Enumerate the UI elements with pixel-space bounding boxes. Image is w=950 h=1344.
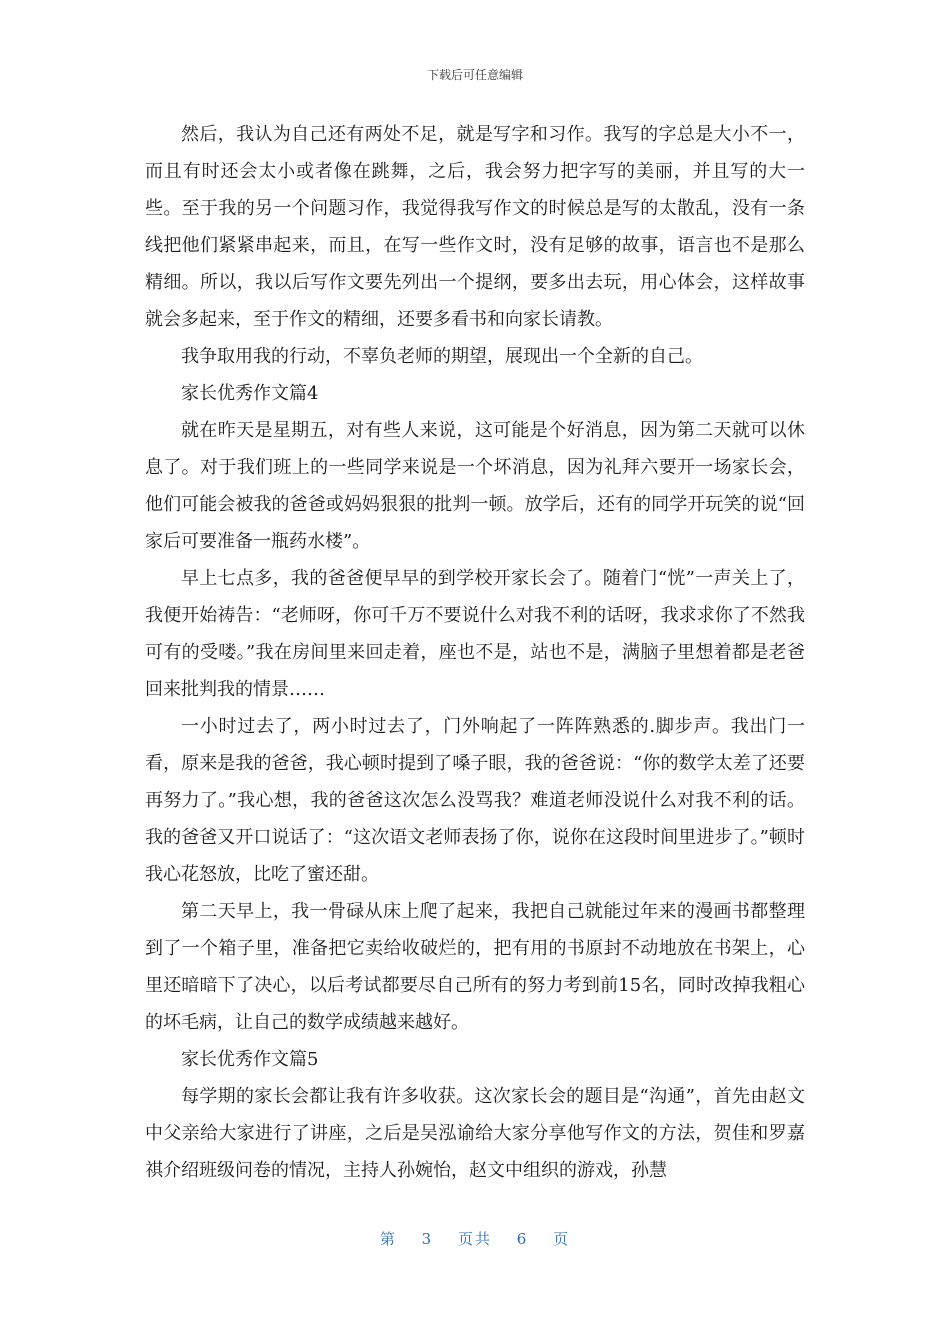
paragraph: 一小时过去了，两小时过去了，门外响起了一阵阵熟悉的.脚步声。我出门一看，原来是我的爸爸，我心顿时提到了嗓子眼，我的爸爸说：“你的数学太差了还要再努力了。”我心想，我的爸爸这次怎么没骂我？难道老师没说什么对我不利的话。我的爸爸又开口说话了：“这次语文老师表扬了你，说你在这段时间里进步了。”顿时我心花怒放，比吃了蜜还甜。 (145, 716, 805, 885)
page-header: 下载后可任意编辑 (426, 68, 523, 82)
footer-suffix: 页 (553, 1230, 571, 1248)
section-heading: 家长优秀作文篇5 (181, 1049, 319, 1070)
paragraph: 然后，我认为自己还有两处不足，就是写字和习作。我写的字总是大小不一，而且有时还会太小或者像在跳舞，之后，我会努力把字写的美丽，并且写的大一些。至于我的另一个问题习作，我觉得我写作文的时候总是写的太散乱，没有一条线把他们紧紧串起来，而且，在写一些作文时，没有足够的故事，语言也不是那么精细。所以，我以后写作文要先列出一个提纲，要多出去玩，用心体会，这样故事就会多起来，至于作文的精细，还要多看书和向家长请教。 (145, 124, 805, 330)
page-footer (0, 1228, 950, 1249)
section-heading: 家长优秀作文篇4 (181, 383, 319, 404)
paragraph: 每学期的家长会都让我有许多收获。这次家长会的题目是“沟通”，首先由赵文中父亲给大家进行了讲座，之后是吴泓谕给大家分享他写作文的方法，贺佳和罗嘉祺介绍班级问卷的情况，主持人孙婉怡，赵文中组织的游戏，孙慧 (145, 1086, 805, 1181)
footer-middle: 页共 (457, 1230, 492, 1248)
document-body (145, 116, 805, 1189)
footer-prefix: 第 (379, 1230, 397, 1248)
paragraph: 我争取用我的行动，不辜负老师的期望，展现出一个全新的自己。 (181, 346, 703, 367)
footer-total-pages: 6 (516, 1230, 529, 1248)
footer-page-number: 3 (421, 1230, 434, 1248)
paragraph: 早上七点多，我的爸爸便早早的到学校开家长会了。随着门“恍”一声关上了，我便开始祷告：“老师呀，你可千万不要说什么对我不利的话呀，我求求你了不然我可有的受喽。”我在房间里来回走着，座也不是，站也不是，满脑子里想着都是老爸回来批判我的情景…… (145, 568, 805, 700)
paragraph: 就在昨天是星期五，对有些人来说，这可能是个好消息，因为第二天就可以休息了。对于我们班上的一些同学来说是一个坏消息，因为礼拜六要开一场家长会，他们可能会被我的爸爸或妈妈狠狠的批判一顿。放学后，还有的同学开玩笑的说“回家后可要准备一瓶药水楼”。 (145, 420, 805, 552)
paragraph: 第二天早上，我一骨碌从床上爬了起来，我把自己就能过年来的漫画书都整理到了一个箱子里，准备把它卖给收破烂的，把有用的书原封不动地放在书架上，心里还暗暗下了决心，以后考试都要尽自己所有的努力考到前15名，同时改掉我粗心的坏毛病，让自己的数学成绩越来越好。 (145, 901, 805, 1033)
